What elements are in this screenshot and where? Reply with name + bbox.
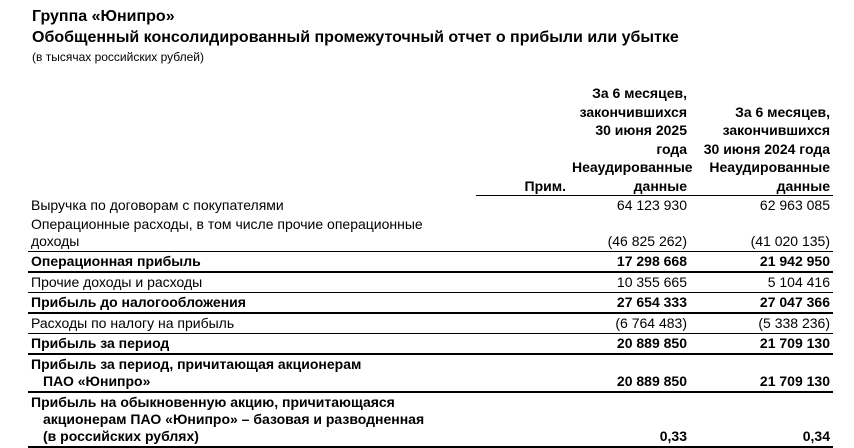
row-label-line3: (в российских рублях) <box>43 428 199 444</box>
units-note: (в тысячах российских рублей) <box>32 50 205 64</box>
table-row-income-tax <box>28 313 833 334</box>
row-label: Операционная прибыль <box>28 252 476 273</box>
report-title: Обобщенный консолидированный промежуточный отчет о прибыли или убытке <box>32 29 679 46</box>
period-2025-status2: данные <box>633 177 687 194</box>
row-value-2025: 17 298 668 <box>569 252 690 273</box>
row-label <box>28 392 476 447</box>
row-label-line2: доходы <box>31 233 80 249</box>
period-2024-line2: закончившихся <box>722 122 830 138</box>
row-value-2024: 5 104 416 <box>767 274 830 290</box>
table-row-operating-profit <box>28 252 833 273</box>
row-value-2025: 20 889 850 <box>569 354 690 392</box>
row-label-line2: акционерам ПАО «Юнипро» – базовая и разводненная <box>43 411 425 427</box>
label-column-header <box>28 84 476 196</box>
row-value-2025: 20 889 850 <box>569 334 690 355</box>
period-2025-line2: закончившихся <box>579 103 687 120</box>
table-row-profit-attributable <box>28 354 833 392</box>
row-value-2024: 21 709 130 <box>690 354 833 392</box>
row-label <box>28 215 476 252</box>
column-header-row <box>28 84 833 196</box>
row-label: Прибыль за период <box>28 334 476 355</box>
row-value-2024: 0,34 <box>690 392 833 447</box>
period-2025-line1: За 6 месяцев, <box>592 85 687 101</box>
period-2025-column-header <box>569 84 693 196</box>
row-value-2024: 27 047 366 <box>690 293 833 314</box>
table-row-operating-expenses <box>28 215 833 252</box>
row-label-line1: Прибыль за период, причитающая акционерам <box>31 356 362 372</box>
period-2024-column-header <box>690 84 833 196</box>
row-label: Расходы по налогу на прибыль <box>31 315 235 331</box>
row-value-2024: (5 338 236) <box>758 315 830 331</box>
row-value-2025: (46 825 262) <box>607 233 687 249</box>
table-row-earnings-per-share <box>28 392 833 447</box>
period-2024-line1: За 6 месяцев, <box>735 103 830 120</box>
period-2024-status2: данные <box>776 177 830 194</box>
row-label-line2: ПАО «Юнипро» <box>43 373 151 389</box>
row-value-2025: 64 123 930 <box>616 197 687 213</box>
row-label-line1: Операционные расходы, в том числе прочие операционные <box>31 216 423 232</box>
period-2024-status1: Неаудированные <box>709 159 830 175</box>
company-name: Группа «Юнипро» <box>32 8 175 25</box>
row-label <box>28 354 476 392</box>
row-label: Прочие доходы и расходы <box>31 274 203 290</box>
row-value-2024: (41 020 135) <box>750 233 830 249</box>
row-label: Выручка по договорам с покупателями <box>31 197 284 213</box>
period-2025-line3: 30 июня 2025 года <box>595 122 687 157</box>
row-label-line1: Прибыль на обыкновенную акцию, причитающаяся <box>31 394 395 410</box>
table-row-profit-for-period <box>28 334 833 355</box>
row-value-2025: (6 764 483) <box>615 315 687 331</box>
period-2025-status1: Неаудированные <box>572 159 693 175</box>
row-value-2024: 62 963 085 <box>759 197 830 213</box>
row-value-2025: 27 654 333 <box>569 293 690 314</box>
row-value-2025: 0,33 <box>569 392 690 447</box>
row-value-2024: 21 942 950 <box>690 252 833 273</box>
income-statement-table <box>28 84 833 448</box>
table-row-revenue <box>28 196 833 216</box>
table-row-other-income <box>28 272 833 293</box>
note-column-header: Прим. <box>476 84 569 196</box>
row-value-2024: 21 709 130 <box>690 334 833 355</box>
period-2024-line3: 30 июня 2024 года <box>703 140 830 157</box>
row-value-2025: 10 355 665 <box>616 274 687 290</box>
table-row-profit-before-tax <box>28 293 833 314</box>
row-label: Прибыль до налогообложения <box>28 293 476 314</box>
